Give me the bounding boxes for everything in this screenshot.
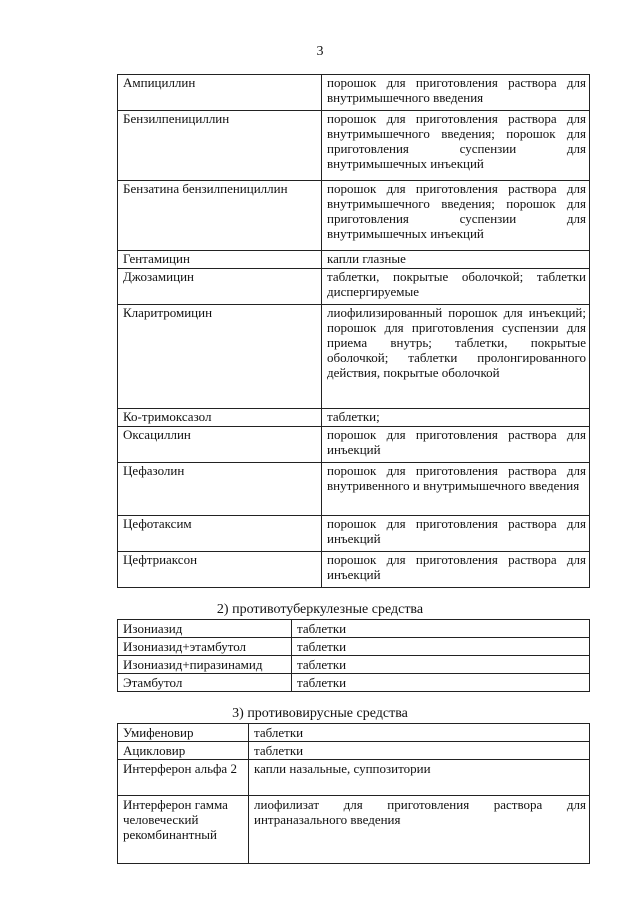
drug-name: Интерферон гамма человеческий рекомбинантный [118,796,249,864]
table-row [118,516,590,552]
drug-name: Ацикловир [118,742,249,760]
dosage-form: лиофилизат для приготовления раствора для интраназального введения [249,796,590,864]
drug-name: Кларитромицин [118,305,322,409]
table-row [118,181,590,251]
dosage-form: капли глазные [322,251,590,269]
table-row [118,463,590,516]
page-number: 3 [316,44,324,59]
dosage-form: таблетки [249,724,590,742]
drug-name: Цефтриаксон [118,552,322,588]
table-row [118,409,590,427]
drug-name: Бензатина бензилпенициллин [118,181,322,251]
table-row [118,269,590,305]
table-row [118,111,590,181]
table-row [118,75,590,111]
drug-name: Цефотаксим [118,516,322,552]
dosage-form: порошок для приготовления раствора для инъекций [322,552,590,588]
table-row [118,724,590,742]
drug-name: Умифеновир [118,724,249,742]
dosage-form: порошок для приготовления раствора для инъекций [322,516,590,552]
antibiotics-table [117,74,590,588]
tuberculosis-section-title: 2) противотуберкулезные средства [216,602,424,617]
table-row [118,796,590,864]
dosage-form: порошок для приготовления раствора для внутримышечного введения; порошок для приготовления суспензии для внутримышечных инъекций [322,181,590,251]
table-row [118,552,590,588]
drug-name: Изониазид [118,620,292,638]
antiviral-table [117,723,590,864]
drug-name: Оксациллин [118,427,322,463]
dosage-form: порошок для приготовления раствора для внутривенного и внутримышечного введения [322,463,590,516]
table-row [118,638,590,656]
drug-name: Изониазид+пиразинамид [118,656,292,674]
drug-name: Джозамицин [118,269,322,305]
table-row [118,620,590,638]
dosage-form: таблетки [292,620,590,638]
table-row [118,305,590,409]
drug-name: Бензилпенициллин [118,111,322,181]
drug-name: Изониазид+этамбутол [118,638,292,656]
dosage-form: порошок для приготовления раствора для внутримышечного введения; порошок для приготовления суспензии для внутримышечных инъекций [322,111,590,181]
table-row [118,742,590,760]
drug-name: Ампициллин [118,75,322,111]
drug-name: Цефазолин [118,463,322,516]
dosage-form: таблетки [249,742,590,760]
table-row [118,760,590,796]
dosage-form: таблетки, покрытые оболочкой; таблетки диспергируемые [322,269,590,305]
dosage-form: таблетки [292,674,590,692]
table-row [118,656,590,674]
dosage-form: таблетки [292,638,590,656]
drug-name: Интерферон альфа 2 [118,760,249,796]
tuberculosis-table [117,619,590,692]
drug-name: Этамбутол [118,674,292,692]
drug-name: Ко-тримоксазол [118,409,322,427]
dosage-form: порошок для приготовления раствора для инъекций [322,427,590,463]
dosage-form: порошок для приготовления раствора для внутримышечного введения [322,75,590,111]
dosage-form: капли назальные, суппозитории [249,760,590,796]
table-row [118,674,590,692]
dosage-form: лиофилизированный порошок для инъекций; порошок для приготовления суспензии для приема внутрь; таблетки, покрытые оболочкой; таблетки пролонгированного действия, покрытые оболочкой [322,305,590,409]
table-row [118,251,590,269]
antiviral-section-title: 3) противовирусные средства [232,706,408,721]
dosage-form: таблетки; [322,409,590,427]
table-row [118,427,590,463]
drug-name: Гентамицин [118,251,322,269]
dosage-form: таблетки [292,656,590,674]
